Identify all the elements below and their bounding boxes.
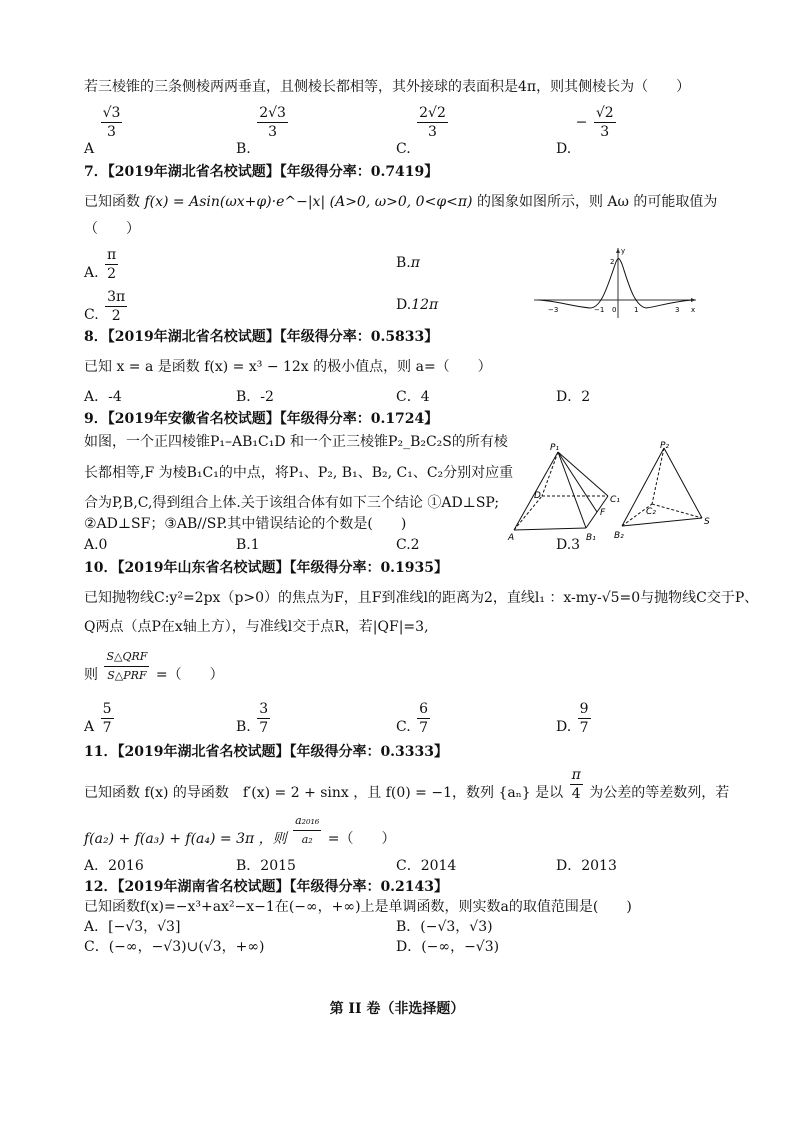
q10-option-b[interactable]: B. $\frac{3}{7}$ — [236, 701, 269, 736]
q11-option-c[interactable]: C．2014 — [396, 858, 457, 874]
q7-graph-peak-label: 2 — [610, 258, 615, 266]
q12-option-d[interactable]: D．(−∞，−√3) — [396, 939, 500, 955]
q6-option-b[interactable]: B. $\frac{2√3}{3}$ — [236, 105, 286, 157]
section-heading: 第 II 卷（非选择题） — [329, 1001, 465, 1017]
q9-fig-label: S — [704, 517, 710, 527]
q10-header: 10．【2019年山东省名校试题】【年级得分率：0.1935】 — [84, 560, 449, 576]
q6-option-c[interactable]: C. $\frac{2√2}{3}$ — [396, 105, 446, 157]
q7-option-a[interactable]: A. $\frac{\pi}{2}$ — [84, 247, 117, 282]
q8-option-b[interactable]: B．-2 — [236, 389, 274, 405]
q6-stem: 若三棱锥的三条侧棱两两垂直，且侧棱长都相等，其外接球的表面积是4π，则其侧棱长为（ ） — [84, 79, 691, 95]
q9-line4: ②AD⊥SF；③AB//SP.其中错误结论的个数是( ) — [84, 516, 407, 532]
q10-line2: Q两点（点P在x轴上方），与准线l交于点R，若|QF|=3, — [84, 619, 429, 635]
q9-fig-label: C₂ — [646, 507, 656, 517]
q9-header: 9．【2019年安徽省名校试题】【年级得分率：0.1724】 — [84, 411, 439, 427]
q12-stem: 已知函数f(x)=−x³+ax²−x−1在(−∞，+∞)上是单调函数，则实数a的取值范围是( ) — [84, 899, 632, 915]
q9-fig-label: B₂ — [614, 531, 624, 541]
q7-graph-tick: −3 — [548, 306, 559, 314]
q7-paren: （ ） — [84, 221, 140, 237]
q6-option-d[interactable]: D. − $\frac{√2}{3}$ — [556, 105, 614, 157]
q9-fig-label: F — [600, 508, 606, 518]
q7-graph-tick: −1 — [594, 306, 605, 314]
q9-fig-label: P₁ — [550, 443, 560, 453]
q11-line1: 已知函数 f(x) 的导函数 f′(x) = 2 + sinx ，且 f(0) = −1，数列 {aₙ} 是以 $\frac{\pi}{4}$ 为公差的等差数列，若 — [84, 767, 730, 802]
q10-ratio: 则 $\frac{\text{S△QRF}}{\text{S△PRF}}$ =（ ） — [84, 650, 224, 683]
q8-stem: 已知 x = a 是函数 f(x) = x³ − 12x 的极小值点，则 a=（ ） — [84, 359, 492, 375]
q8-option-a[interactable]: A．-4 — [84, 389, 122, 405]
q7-graph-x-label: x — [691, 306, 696, 314]
q9-fig-label: P₂ — [660, 441, 670, 451]
q7-graph-tick: 3 — [675, 306, 680, 314]
q6-option-a[interactable]: A $\frac{√3}{3}$ — [84, 105, 121, 157]
q9-fig-label: D — [534, 491, 541, 501]
q9-line1: 如图，一个正四棱锥P₁–AB₁C₁D 和一个正三棱锥P₂_B₂C₂S的所有棱 — [84, 434, 508, 450]
q7-header: 7．【2019年湖北省名校试题】【年级得分率：0.7419】 — [84, 164, 439, 180]
q7-graph-tick: 0 — [612, 306, 617, 314]
q9-option-a[interactable]: A.0 — [84, 537, 108, 553]
q9-option-b[interactable]: B.1 — [236, 537, 260, 553]
q9-fig-label: B₁ — [586, 533, 596, 543]
q12-option-b[interactable]: B．(−√3，√3) — [396, 919, 493, 935]
q9-line3: 合为P,B,C,得到组合上体.关于该组合体有如下三个结论 ①AD⊥SP; — [84, 495, 500, 511]
q9-option-d[interactable]: D.3 — [556, 537, 581, 553]
q9-fig-label: A — [508, 533, 515, 543]
q9-pyramid-figure — [504, 440, 718, 546]
q8-option-c[interactable]: C．4 — [396, 389, 430, 405]
q9-fig-label: C₁ — [610, 495, 620, 505]
q8-option-d[interactable]: D．2 — [556, 389, 591, 405]
q12-option-a[interactable]: A．[−√3，√3] — [84, 919, 181, 935]
q12-option-c[interactable]: C．(−∞，−√3)∪(√3，+∞) — [84, 939, 265, 955]
q7-graph-y-label: y — [621, 247, 626, 255]
q11-option-d[interactable]: D．2013 — [556, 858, 617, 874]
q7-option-b[interactable]: B.π — [396, 255, 420, 271]
q7-graph-tick: 1 — [634, 306, 639, 314]
q9-line2: 长都相等,F 为棱B₁C₁的中点，将P₁、P₂, B₁、B₂, C₁、C₂分别对应重 — [84, 465, 514, 481]
q9-option-c[interactable]: C.2 — [396, 537, 420, 553]
q7-stem: 已知函数 f(x) = Asin(ωx+φ)·e^−|x| (A>0, ω>0, 0<φ<π) 的图象如图所示，则 Aω 的可能取值为 — [84, 194, 718, 210]
q11-line2: f(a₂) + f(a₃) + f(a₄) = 3π ，则 $\frac{\text{a₂₀₁₆}}{\text{a₂}}$ =（ ） — [84, 814, 396, 847]
q8-header: 8．【2019年湖北省名校试题】【年级得分率：0.5833】 — [84, 329, 439, 345]
q10-line1: 已知抛物线C:y²=2px（p>0）的焦点为F，且F到准线l的距离为2，直线l₁ ：x-my-√5=0与抛物线C交于P、 — [84, 590, 759, 606]
q7-option-c[interactable]: C. $\frac{3\pi}{2}$ — [84, 289, 126, 324]
q12-header: 12．【2019年湖南省名校试题】【年级得分率：0.2143】 — [84, 879, 449, 895]
q7-option-d[interactable]: D.12π — [396, 297, 439, 313]
q11-option-a[interactable]: A．2016 — [84, 858, 144, 874]
q11-option-b[interactable]: B．2015 — [236, 858, 296, 874]
q10-option-c[interactable]: C. $\frac{6}{7}$ — [396, 701, 429, 736]
q10-option-a[interactable]: A $\frac{5}{7}$ — [84, 701, 112, 736]
q11-header: 11．【2019年湖北省名校试题】【年级得分率：0.3333】 — [84, 744, 449, 760]
q7-function-graph — [530, 244, 700, 320]
q10-option-d[interactable]: D. $\frac{9}{7}$ — [556, 701, 589, 736]
